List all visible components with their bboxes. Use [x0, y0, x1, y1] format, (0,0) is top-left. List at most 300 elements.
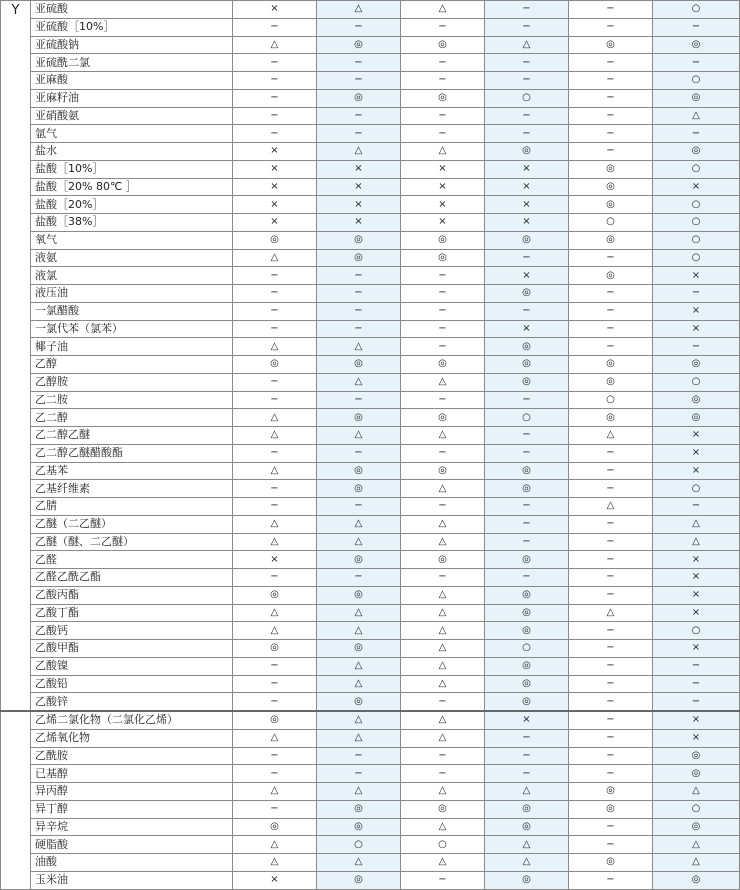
rating-cell-4: △ [485, 854, 569, 872]
rating-cell-1: × [233, 551, 317, 569]
chemical-name: 乙酸丁酯 [31, 604, 233, 622]
rating-cell-2: △ [317, 515, 401, 533]
rating-cell-3: − [401, 302, 485, 320]
rating-cell-2: △ [317, 338, 401, 356]
rating-cell-2: △ [317, 533, 401, 551]
rating-cell-5: − [569, 711, 653, 729]
rating-cell-2: ○ [317, 836, 401, 854]
rating-cell-1: △ [233, 729, 317, 747]
rating-cell-6: ○ [653, 1, 740, 19]
rating-cell-5: − [569, 249, 653, 267]
rating-cell-1: △ [233, 622, 317, 640]
table-row [1, 409, 740, 427]
table-row [1, 143, 740, 161]
rating-cell-1: ◎ [233, 231, 317, 249]
rating-cell-6: △ [653, 836, 740, 854]
rating-cell-6: ◎ [653, 356, 740, 374]
table-row [1, 657, 740, 675]
rating-cell-6: × [653, 711, 740, 729]
rating-cell-6: × [653, 320, 740, 338]
rating-cell-3: △ [401, 533, 485, 551]
table-row [1, 302, 740, 320]
rating-cell-4: ◎ [485, 675, 569, 693]
rating-cell-1: △ [233, 338, 317, 356]
table-row [1, 533, 740, 551]
rating-cell-4: ○ [485, 640, 569, 658]
table-row [1, 178, 740, 196]
rating-cell-6: − [653, 498, 740, 516]
rating-cell-3: − [401, 320, 485, 338]
rating-cell-6: ○ [653, 373, 740, 391]
rating-cell-1: − [233, 693, 317, 711]
rating-cell-5: − [569, 444, 653, 462]
rating-cell-6: ◎ [653, 89, 740, 107]
chemical-name: 盐酸［38%］ [31, 214, 233, 232]
rating-cell-1: ◎ [233, 586, 317, 604]
rating-cell-2: △ [317, 711, 401, 729]
rating-cell-2: ◎ [317, 871, 401, 889]
rating-cell-5: − [569, 569, 653, 587]
rating-cell-2: − [317, 107, 401, 125]
rating-cell-5: − [569, 693, 653, 711]
rating-cell-5: − [569, 818, 653, 836]
chemical-name: 椰子油 [31, 338, 233, 356]
table-row [1, 1, 740, 19]
chemical-name: 乙烯氧化物 [31, 729, 233, 747]
rating-cell-1: × [233, 143, 317, 161]
chemical-name: 盐酸［20%］ [31, 196, 233, 214]
rating-cell-3: △ [401, 729, 485, 747]
rating-cell-1: − [233, 391, 317, 409]
rating-cell-6: ◎ [653, 409, 740, 427]
rating-cell-3: △ [401, 640, 485, 658]
rating-cell-1: − [233, 373, 317, 391]
rating-cell-5: − [569, 480, 653, 498]
rating-cell-1: − [233, 89, 317, 107]
rating-cell-5: ◎ [569, 854, 653, 872]
rating-cell-1: − [233, 480, 317, 498]
chemical-name: 异辛烷 [31, 818, 233, 836]
rating-cell-5: ◎ [569, 160, 653, 178]
rating-cell-2: △ [317, 854, 401, 872]
rating-cell-3: △ [401, 373, 485, 391]
rating-cell-3: − [401, 765, 485, 783]
rating-cell-1: △ [233, 249, 317, 267]
table-row [1, 498, 740, 516]
rating-cell-4: △ [485, 36, 569, 54]
rating-cell-1: △ [233, 783, 317, 801]
rating-cell-1: − [233, 72, 317, 90]
rating-cell-3: ◎ [401, 89, 485, 107]
rating-cell-2: △ [317, 675, 401, 693]
rating-cell-5: − [569, 1, 653, 19]
rating-cell-6: ○ [653, 214, 740, 232]
rating-cell-2: − [317, 444, 401, 462]
rating-cell-2: ◎ [317, 462, 401, 480]
rating-cell-6: ◎ [653, 143, 740, 161]
rating-cell-6: △ [653, 854, 740, 872]
rating-cell-1: − [233, 657, 317, 675]
chemical-name: 乙醛 [31, 551, 233, 569]
rating-cell-4: − [485, 747, 569, 765]
rating-cell-1: − [233, 320, 317, 338]
rating-cell-1: ◎ [233, 711, 317, 729]
rating-cell-6: ◎ [653, 765, 740, 783]
rating-cell-3: × [401, 178, 485, 196]
rating-cell-2: △ [317, 427, 401, 445]
chemical-name: 亚硝酸氨 [31, 107, 233, 125]
rating-cell-1: − [233, 498, 317, 516]
rating-cell-4: × [485, 178, 569, 196]
table-row [1, 569, 740, 587]
rating-cell-4: ◎ [485, 818, 569, 836]
rating-cell-6: ◎ [653, 391, 740, 409]
rating-cell-2: ◎ [317, 800, 401, 818]
rating-cell-2: − [317, 302, 401, 320]
rating-cell-3: × [401, 214, 485, 232]
chemical-name: 乙酸丙酯 [31, 586, 233, 604]
table-row [1, 836, 740, 854]
rating-cell-1: × [233, 160, 317, 178]
rating-cell-2: − [317, 498, 401, 516]
rating-cell-3: ◎ [401, 800, 485, 818]
rating-cell-6: − [653, 285, 740, 303]
rating-cell-4: − [485, 302, 569, 320]
rating-cell-5: ◎ [569, 196, 653, 214]
rating-cell-6: ◎ [653, 818, 740, 836]
rating-cell-2: △ [317, 783, 401, 801]
rating-cell-1: △ [233, 515, 317, 533]
rating-cell-4: △ [485, 836, 569, 854]
rating-cell-6: − [653, 675, 740, 693]
rating-cell-4: ◎ [485, 800, 569, 818]
rating-cell-3: △ [401, 427, 485, 445]
rating-cell-3: ◎ [401, 231, 485, 249]
rating-cell-6: ○ [653, 196, 740, 214]
rating-cell-1: − [233, 800, 317, 818]
chemical-name: 盐水 [31, 143, 233, 161]
rating-cell-6: − [653, 54, 740, 72]
chemical-name: 亚硫酸 [31, 1, 233, 19]
table-row [1, 214, 740, 232]
chemical-name: 亚硫酰二氯 [31, 54, 233, 72]
rating-cell-3: △ [401, 1, 485, 19]
chemical-name: 乙酸钙 [31, 622, 233, 640]
rating-cell-5: ◎ [569, 373, 653, 391]
chemical-name: 乙酰胺 [31, 747, 233, 765]
rating-cell-6: △ [653, 783, 740, 801]
rating-cell-5: − [569, 622, 653, 640]
rating-cell-2: − [317, 72, 401, 90]
rating-cell-6: △ [653, 533, 740, 551]
table-row [1, 480, 740, 498]
rating-cell-4: ○ [485, 89, 569, 107]
rating-cell-1: ◎ [233, 356, 317, 374]
rating-cell-3: × [401, 196, 485, 214]
table-row [1, 747, 740, 765]
table-row [1, 515, 740, 533]
table-row [1, 586, 740, 604]
rating-cell-4: ◎ [485, 871, 569, 889]
rating-cell-5: ○ [569, 214, 653, 232]
rating-cell-6: × [653, 586, 740, 604]
rating-cell-2: ◎ [317, 356, 401, 374]
rating-cell-1: − [233, 54, 317, 72]
rating-cell-6: ○ [653, 160, 740, 178]
rating-cell-6: ○ [653, 622, 740, 640]
table-row [1, 800, 740, 818]
rating-cell-6: − [653, 657, 740, 675]
rating-cell-5: − [569, 107, 653, 125]
rating-cell-4: ◎ [485, 693, 569, 711]
chemical-name: 乙二醇乙醚 [31, 427, 233, 445]
rating-cell-3: − [401, 18, 485, 36]
rating-cell-5: − [569, 515, 653, 533]
chemical-name: 亚硫酸［10%］ [31, 18, 233, 36]
chemical-name: 乙腈 [31, 498, 233, 516]
rating-cell-2: ◎ [317, 89, 401, 107]
rating-cell-3: ◎ [401, 462, 485, 480]
rating-cell-1: × [233, 178, 317, 196]
rating-cell-3: △ [401, 604, 485, 622]
rating-cell-4: ◎ [485, 622, 569, 640]
rating-cell-4: − [485, 107, 569, 125]
rating-cell-6: ○ [653, 249, 740, 267]
rating-cell-5: − [569, 89, 653, 107]
rating-cell-3: △ [401, 818, 485, 836]
table-row [1, 640, 740, 658]
rating-cell-5: − [569, 675, 653, 693]
table-row [1, 765, 740, 783]
chemical-name: 乙烯二氯化物（二氯化乙烯） [31, 711, 233, 729]
rating-cell-6: △ [653, 515, 740, 533]
rating-cell-3: − [401, 54, 485, 72]
chemical-name: 异丙醇 [31, 783, 233, 801]
rating-cell-2: ◎ [317, 249, 401, 267]
rating-cell-4: − [485, 765, 569, 783]
rating-cell-4: ◎ [485, 480, 569, 498]
rating-cell-4: × [485, 267, 569, 285]
chemical-name: 乙基苯 [31, 462, 233, 480]
rating-cell-2: − [317, 747, 401, 765]
rating-cell-2: △ [317, 373, 401, 391]
rating-cell-5: − [569, 747, 653, 765]
table-row [1, 89, 740, 107]
rating-cell-1: △ [233, 854, 317, 872]
chemical-name: 亚麻籽油 [31, 89, 233, 107]
rating-cell-4: × [485, 711, 569, 729]
rating-cell-4: − [485, 569, 569, 587]
rating-cell-5: ◎ [569, 409, 653, 427]
chemical-name: 液压油 [31, 285, 233, 303]
chemical-name: 乙二醇乙醚醋酸酯 [31, 444, 233, 462]
rating-cell-5: − [569, 729, 653, 747]
rating-cell-3: ◎ [401, 551, 485, 569]
chemical-name: 氧气 [31, 231, 233, 249]
rating-cell-5: − [569, 54, 653, 72]
rating-cell-2: − [317, 765, 401, 783]
chemical-name: 已基醇 [31, 765, 233, 783]
rating-cell-5: ◎ [569, 356, 653, 374]
rating-cell-2: ◎ [317, 586, 401, 604]
rating-cell-2: − [317, 125, 401, 143]
rating-cell-6: ◎ [653, 36, 740, 54]
rating-cell-6: × [653, 178, 740, 196]
rating-cell-3: ◎ [401, 409, 485, 427]
table-row [1, 285, 740, 303]
chemical-name: 一氯醋酸 [31, 302, 233, 320]
rating-cell-5: − [569, 657, 653, 675]
rating-cell-1: − [233, 747, 317, 765]
table-row [1, 160, 740, 178]
table-row [1, 729, 740, 747]
rating-cell-3: − [401, 444, 485, 462]
chemical-name: 亚麻酸 [31, 72, 233, 90]
rating-cell-5: − [569, 320, 653, 338]
rating-cell-5: ◎ [569, 231, 653, 249]
rating-cell-4: × [485, 214, 569, 232]
section-letter: Y [1, 1, 31, 712]
chemical-name: 一氯代苯（氯苯） [31, 320, 233, 338]
rating-cell-5: △ [569, 498, 653, 516]
rating-cell-1: − [233, 302, 317, 320]
rating-cell-5: − [569, 18, 653, 36]
rating-cell-5: − [569, 143, 653, 161]
rating-cell-6: ◎ [653, 747, 740, 765]
table-row [1, 462, 740, 480]
rating-cell-1: ◎ [233, 640, 317, 658]
rating-cell-3: △ [401, 711, 485, 729]
table-row [1, 427, 740, 445]
rating-cell-6: △ [653, 107, 740, 125]
rating-cell-2: ◎ [317, 640, 401, 658]
rating-cell-5: − [569, 765, 653, 783]
rating-cell-6: × [653, 569, 740, 587]
rating-cell-2: ◎ [317, 551, 401, 569]
chemical-name: 乙醇胺 [31, 373, 233, 391]
rating-cell-3: △ [401, 622, 485, 640]
rating-cell-5: − [569, 125, 653, 143]
rating-cell-2: − [317, 18, 401, 36]
rating-cell-5: − [569, 302, 653, 320]
rating-cell-2: ◎ [317, 231, 401, 249]
table-row [1, 338, 740, 356]
rating-cell-4: ◎ [485, 551, 569, 569]
rating-cell-5: △ [569, 427, 653, 445]
rating-cell-4: × [485, 160, 569, 178]
rating-cell-1: ◎ [233, 818, 317, 836]
rating-cell-5: ◎ [569, 267, 653, 285]
table-row [1, 675, 740, 693]
rating-cell-1: △ [233, 409, 317, 427]
rating-cell-1: △ [233, 427, 317, 445]
rating-cell-1: △ [233, 836, 317, 854]
rating-cell-2: △ [317, 1, 401, 19]
rating-cell-4: − [485, 444, 569, 462]
chemical-name: 乙酸甲酯 [31, 640, 233, 658]
rating-cell-1: − [233, 444, 317, 462]
chemical-name: 乙醇 [31, 356, 233, 374]
table-row [1, 107, 740, 125]
table-row [1, 356, 740, 374]
table-row [1, 231, 740, 249]
rating-cell-1: − [233, 285, 317, 303]
table-row [1, 125, 740, 143]
rating-cell-2: △ [317, 657, 401, 675]
rating-cell-4: ◎ [485, 285, 569, 303]
rating-cell-4: ◎ [485, 657, 569, 675]
rating-cell-2: ◎ [317, 36, 401, 54]
rating-cell-4: − [485, 533, 569, 551]
table-row [1, 54, 740, 72]
rating-cell-5: − [569, 533, 653, 551]
chemical-name: 氩气 [31, 125, 233, 143]
table-row [1, 391, 740, 409]
rating-cell-6: − [653, 693, 740, 711]
rating-cell-2: ◎ [317, 818, 401, 836]
rating-cell-5: − [569, 551, 653, 569]
table-row [1, 72, 740, 90]
rating-cell-4: × [485, 320, 569, 338]
rating-cell-2: × [317, 196, 401, 214]
chemical-name: 盐酸［10%］ [31, 160, 233, 178]
table-row [1, 622, 740, 640]
rating-cell-4: − [485, 391, 569, 409]
rating-cell-3: △ [401, 657, 485, 675]
rating-cell-4: − [485, 72, 569, 90]
table-row [1, 711, 740, 729]
chemical-name: 液氯 [31, 267, 233, 285]
table-row [1, 693, 740, 711]
rating-cell-6: × [653, 462, 740, 480]
rating-cell-3: × [401, 160, 485, 178]
rating-cell-5: − [569, 338, 653, 356]
rating-cell-2: ◎ [317, 693, 401, 711]
rating-cell-1: − [233, 765, 317, 783]
rating-cell-1: − [233, 569, 317, 587]
rating-cell-5: − [569, 871, 653, 889]
rating-cell-4: ◎ [485, 143, 569, 161]
rating-cell-6: − [653, 338, 740, 356]
rating-cell-5: ◎ [569, 800, 653, 818]
rating-cell-1: − [233, 107, 317, 125]
rating-cell-6: × [653, 427, 740, 445]
table-row [1, 267, 740, 285]
table-row [1, 871, 740, 889]
chemical-name: 乙醛乙酰乙酯 [31, 569, 233, 587]
rating-cell-2: − [317, 391, 401, 409]
rating-cell-3: − [401, 498, 485, 516]
rating-cell-1: △ [233, 604, 317, 622]
rating-cell-4: ◎ [485, 231, 569, 249]
chemical-name: 油酸 [31, 854, 233, 872]
rating-cell-4: × [485, 196, 569, 214]
rating-cell-2: − [317, 320, 401, 338]
chemical-name: 液氨 [31, 249, 233, 267]
rating-cell-4: − [485, 249, 569, 267]
rating-cell-6: × [653, 604, 740, 622]
rating-cell-5: − [569, 586, 653, 604]
rating-cell-2: ◎ [317, 409, 401, 427]
rating-cell-3: △ [401, 854, 485, 872]
chemical-name: 乙酸镍 [31, 657, 233, 675]
rating-cell-1: × [233, 871, 317, 889]
rating-cell-1: △ [233, 462, 317, 480]
rating-cell-6: × [653, 302, 740, 320]
chemical-name: 乙二醇 [31, 409, 233, 427]
table-row [1, 18, 740, 36]
rating-cell-3: △ [401, 143, 485, 161]
